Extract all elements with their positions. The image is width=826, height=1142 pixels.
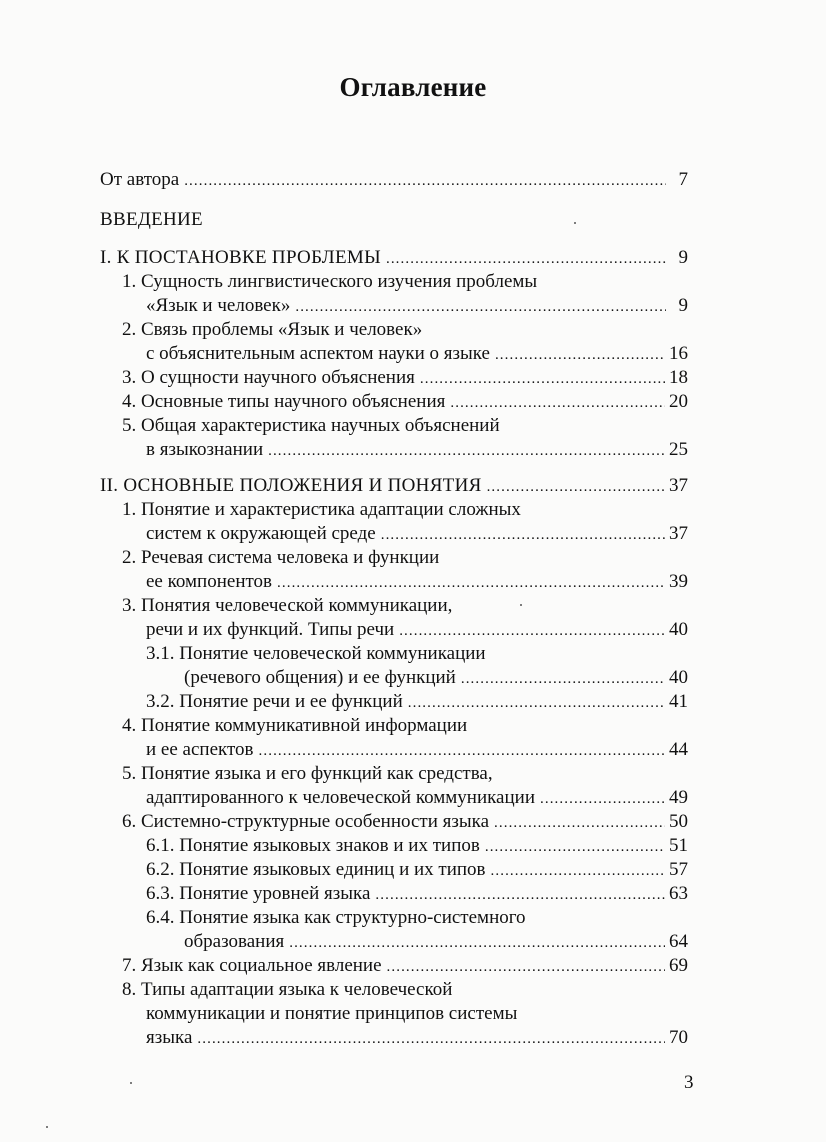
toc-entry-2-5	[100, 762, 688, 811]
dot-leader	[386, 247, 666, 271]
dot-leader	[184, 169, 666, 193]
toc-entry-line: 6.4. Понятие языка как структурно-системного	[146, 907, 526, 928]
toc-entry-2-6-1	[100, 834, 688, 859]
dot-leader	[197, 1027, 665, 1051]
toc-page-number: 70	[669, 1027, 688, 1048]
toc-page-number: 37	[669, 523, 688, 544]
toc-entry-title: ВВЕДЕНИЕ	[100, 209, 203, 230]
toc-page-number: 9	[678, 247, 688, 268]
toc-entry-2-7	[100, 954, 688, 979]
toc-page-number: 51	[669, 835, 688, 856]
toc-page-number: 57	[669, 859, 688, 880]
toc-page-number: 40	[669, 619, 688, 640]
toc-entry-title: языка	[146, 1027, 193, 1048]
toc-entry-line: 3.1. Понятие человеческой коммуникации	[146, 643, 486, 664]
toc-entry-title: 6.2. Понятие языковых единиц и их типов	[146, 859, 486, 880]
dot-leader	[381, 523, 665, 547]
toc-entry-part-2	[100, 474, 688, 499]
toc-entry-2-6-3	[100, 882, 688, 907]
toc-page-number: 16	[669, 343, 688, 364]
toc-entry-2-4	[100, 714, 688, 763]
toc-entry-line: 2. Речевая система человека и функции	[122, 547, 440, 568]
toc-entry-1-2	[100, 318, 688, 367]
toc-entry-2-3	[100, 594, 688, 643]
toc-entry-title: 6. Системно-структурные особенности языка	[122, 811, 490, 832]
toc-entry-line: коммуникации и понятие принципов системы	[146, 1003, 518, 1024]
dot-leader	[408, 691, 665, 715]
toc-page-number: 7	[678, 169, 688, 190]
dot-leader	[491, 859, 665, 883]
toc-entry-title: 6.1. Понятие языковых знаков и их типов	[146, 835, 480, 856]
toc-page-number: 69	[669, 955, 688, 976]
dot-leader	[540, 787, 665, 811]
toc-page-number: 64	[669, 931, 688, 952]
toc-entry-title: II. ОСНОВНЫЕ ПОЛОЖЕНИЯ И ПОНЯТИЯ	[100, 475, 482, 496]
dot-leader	[450, 391, 665, 415]
toc-entry-2-6-2	[100, 858, 688, 883]
toc-page-number: 44	[669, 739, 688, 760]
toc-entry-title: 3. О сущности научного объяснения	[122, 367, 415, 388]
toc-entry-line: 5. Понятие языка и его функций как средства,	[122, 763, 493, 784]
dot-leader	[485, 835, 665, 859]
dot-leader	[420, 367, 665, 391]
toc-entry-line: 8. Типы адаптации языка к человеческой	[122, 979, 453, 1000]
toc-entry-title: ее компонентов	[146, 571, 273, 592]
dot-leader	[295, 295, 666, 319]
toc-entry-from-author	[100, 168, 688, 193]
toc-page-number: 9	[678, 295, 688, 316]
toc-page-number: 25	[669, 439, 688, 460]
toc-entry-line: 4. Понятие коммуникативной информации	[122, 715, 468, 736]
dot-leader	[487, 475, 665, 499]
toc-page-number: 40	[669, 667, 688, 688]
dot-leader	[259, 739, 665, 763]
toc-entry-title: речи и их функций. Типы речи	[146, 619, 395, 640]
toc-entry-2-8	[100, 978, 688, 1051]
toc-entry-title: образования	[184, 931, 285, 952]
toc-entry-title: (речевого общения) и ее функций	[184, 667, 456, 688]
page-title: Оглавление	[339, 72, 487, 102]
toc-entry-1-1	[100, 270, 688, 319]
toc-page-number: 50	[669, 811, 688, 832]
dot-leader	[277, 571, 665, 595]
scan-speck	[520, 604, 522, 606]
toc-entry-line: 1. Понятие и характеристика адаптации сложных	[122, 499, 521, 520]
toc-entry-2-1	[100, 498, 688, 547]
toc-entry-2-2	[100, 546, 688, 595]
dot-leader	[387, 955, 665, 979]
toc-entry-line: 3. Понятия человеческой коммуникации,	[122, 595, 453, 616]
toc-page-number: 20	[669, 391, 688, 412]
scan-speck	[46, 1126, 48, 1128]
dot-leader	[268, 439, 665, 463]
toc-entry-title: с объяснительным аспектом науки о языке	[146, 343, 490, 364]
toc-entry-title: и ее аспектов	[146, 739, 254, 760]
toc-entry-title: 7. Язык как социальное явление	[122, 955, 382, 976]
toc-entry-1-3	[100, 366, 688, 391]
toc-entry-introduction	[100, 208, 688, 232]
toc-page-number: 18	[669, 367, 688, 388]
toc-entry-title: I. К ПОСТАНОВКЕ ПРОБЛЕМЫ	[100, 247, 381, 268]
toc-page-number: 39	[669, 571, 688, 592]
toc-entry-title: в языкознании	[146, 439, 264, 460]
toc-entry-title: От автора	[100, 169, 180, 190]
toc-entry-title: адаптированного к человеческой коммуникации	[146, 787, 535, 808]
toc-page-number: 63	[669, 883, 688, 904]
toc-entry-title: 4. Основные типы научного объяснения	[122, 391, 446, 412]
toc-entry-2-6	[100, 810, 688, 835]
toc-entry-title: 3.2. Понятие речи и ее функций	[146, 691, 403, 712]
toc-entry-title: систем к окружающей среде	[146, 523, 376, 544]
toc-entry-2-3-2	[100, 690, 688, 715]
toc-entry-2-3-1	[100, 642, 688, 691]
toc-entry-title: 6.3. Понятие уровней языка	[146, 883, 371, 904]
dot-leader	[495, 343, 665, 367]
scan-speck	[574, 222, 576, 224]
toc-entry-title: «Язык и человек»	[146, 295, 291, 316]
dot-leader	[494, 811, 665, 835]
scan-speck	[130, 1082, 132, 1084]
dot-leader	[289, 931, 665, 955]
toc-entry-line: 1. Сущность лингвистического изучения проблемы	[122, 271, 538, 292]
toc-entry-1-4	[100, 390, 688, 415]
toc-entry-part-1	[100, 246, 688, 271]
toc-entry-2-6-4	[100, 906, 688, 955]
toc-entry-line: 5. Общая характеристика научных объяснений	[122, 415, 500, 436]
toc-page-number: 49	[669, 787, 688, 808]
page-number: 3	[684, 1072, 694, 1093]
dot-leader	[375, 883, 665, 907]
toc-page-number: 41	[669, 691, 688, 712]
toc-page-number: 37	[669, 475, 688, 496]
toc-entry-1-5	[100, 414, 688, 463]
dot-leader	[399, 619, 665, 643]
toc-entry-line: 2. Связь проблемы «Язык и человек»	[122, 319, 423, 340]
dot-leader	[461, 667, 665, 691]
